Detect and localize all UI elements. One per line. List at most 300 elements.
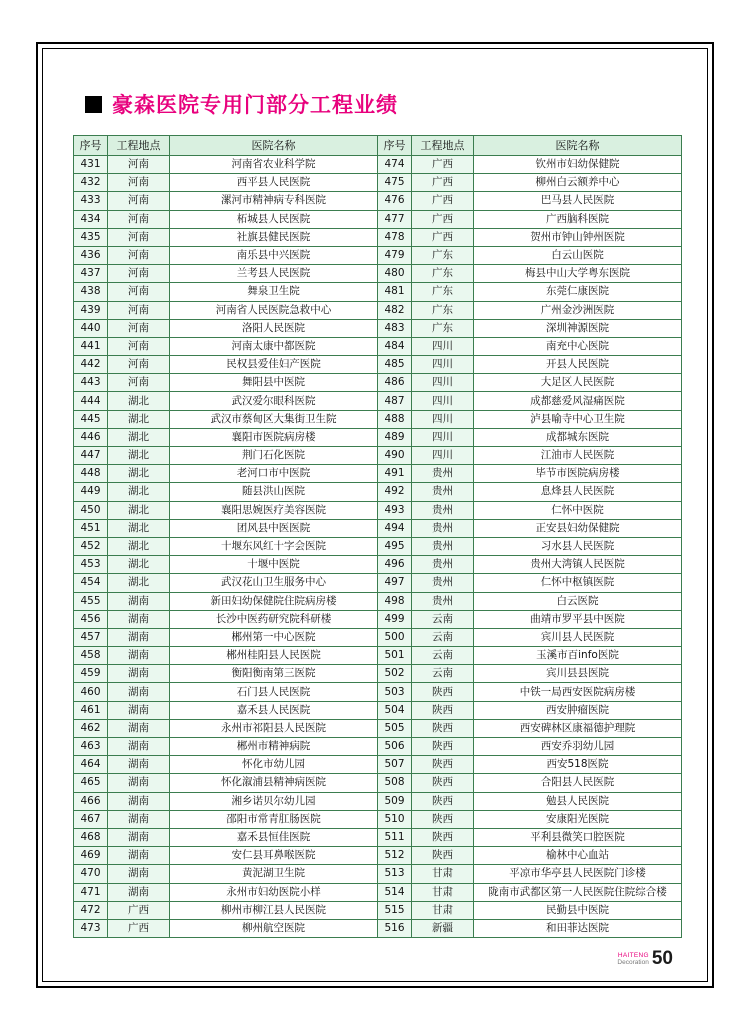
cell-hospital-right: 江油市人民医院	[474, 447, 682, 465]
cell-location-right: 云南	[412, 647, 474, 665]
cell-index-left: 444	[74, 392, 108, 410]
table-row	[74, 883, 682, 901]
cell-hospital-left: 河南太康中都医院	[170, 337, 378, 355]
table-row	[74, 556, 682, 574]
cell-location-left: 广西	[108, 919, 170, 937]
cell-location-right: 贵州	[412, 574, 474, 592]
cell-hospital-left: 随县洪山医院	[170, 483, 378, 501]
page-title-text: 豪森医院专用门部分工程业绩	[112, 93, 398, 117]
cell-index-left: 440	[74, 319, 108, 337]
cell-location-right: 陕西	[412, 810, 474, 828]
cell-hospital-right: 宾川县人民医院	[474, 628, 682, 646]
cell-index-right: 513	[378, 865, 412, 883]
cell-location-left: 湖南	[108, 883, 170, 901]
cell-location-left: 河南	[108, 174, 170, 192]
cell-location-left: 湖北	[108, 483, 170, 501]
cell-location-left: 湖北	[108, 428, 170, 446]
cell-location-left: 湖南	[108, 701, 170, 719]
cell-index-right: 515	[378, 901, 412, 919]
table-row	[74, 592, 682, 610]
cell-hospital-right: 贵州大湾镇人民医院	[474, 556, 682, 574]
cell-location-right: 云南	[412, 665, 474, 683]
cell-location-left: 湖北	[108, 501, 170, 519]
cell-location-right: 四川	[412, 392, 474, 410]
cell-hospital-right: 榆林中心血站	[474, 847, 682, 865]
cell-index-left: 460	[74, 683, 108, 701]
column-header-index-left: 序号	[74, 136, 108, 156]
cell-location-left: 湖北	[108, 556, 170, 574]
cell-index-right: 500	[378, 628, 412, 646]
cell-location-right: 四川	[412, 356, 474, 374]
cell-location-left: 湖北	[108, 392, 170, 410]
cell-index-left: 461	[74, 701, 108, 719]
cell-index-left: 443	[74, 374, 108, 392]
cell-location-left: 湖北	[108, 447, 170, 465]
table-row	[74, 792, 682, 810]
cell-index-left: 467	[74, 810, 108, 828]
cell-location-left: 湖南	[108, 683, 170, 701]
cell-location-left: 湖南	[108, 719, 170, 737]
table-row	[74, 901, 682, 919]
cell-location-left: 河南	[108, 319, 170, 337]
cell-location-left: 河南	[108, 246, 170, 264]
cell-location-left: 河南	[108, 228, 170, 246]
cell-hospital-left: 郴州第一中心医院	[170, 628, 378, 646]
cell-index-right: 503	[378, 683, 412, 701]
cell-index-right: 497	[378, 574, 412, 592]
cell-location-left: 湖北	[108, 574, 170, 592]
cell-location-left: 湖南	[108, 756, 170, 774]
cell-hospital-left: 湘乡诺贝尔幼儿园	[170, 792, 378, 810]
cell-index-left: 433	[74, 192, 108, 210]
cell-index-left: 435	[74, 228, 108, 246]
cell-hospital-right: 玉溪市百info医院	[474, 647, 682, 665]
cell-index-left: 462	[74, 719, 108, 737]
table-row	[74, 683, 682, 701]
cell-location-right: 贵州	[412, 592, 474, 610]
cell-hospital-right: 钦州市妇幼保健院	[474, 156, 682, 174]
cell-hospital-right: 平利县微笑口腔医院	[474, 828, 682, 846]
cell-location-right: 新疆	[412, 919, 474, 937]
cell-index-right: 484	[378, 337, 412, 355]
cell-index-right: 496	[378, 556, 412, 574]
cell-index-left: 453	[74, 556, 108, 574]
table-row	[74, 828, 682, 846]
cell-location-right: 贵州	[412, 483, 474, 501]
table-row	[74, 519, 682, 537]
cell-location-left: 河南	[108, 192, 170, 210]
cell-index-left: 445	[74, 410, 108, 428]
cell-hospital-right: 仁怀中医院	[474, 501, 682, 519]
table-row	[74, 919, 682, 937]
cell-hospital-right: 曲靖市罗平县中医院	[474, 610, 682, 628]
cell-hospital-right: 西安518医院	[474, 756, 682, 774]
cell-hospital-right: 习水县人民医院	[474, 537, 682, 555]
cell-index-left: 450	[74, 501, 108, 519]
cell-hospital-right: 西安碑林区康福德护理院	[474, 719, 682, 737]
cell-hospital-right: 陇南市武都区第一人民医院住院综合楼	[474, 883, 682, 901]
cell-hospital-right: 白云山医院	[474, 246, 682, 264]
table-row	[74, 865, 682, 883]
cell-hospital-left: 柳州市柳江县人民医院	[170, 901, 378, 919]
cell-hospital-right: 白云医院	[474, 592, 682, 610]
cell-location-right: 广东	[412, 265, 474, 283]
cell-hospital-right: 成都城东医院	[474, 428, 682, 446]
cell-location-right: 广东	[412, 319, 474, 337]
cell-location-right: 陕西	[412, 792, 474, 810]
cell-hospital-left: 武汉花山卫生服务中心	[170, 574, 378, 592]
table-row	[74, 483, 682, 501]
cell-index-right: 508	[378, 774, 412, 792]
table-row	[74, 356, 682, 374]
table-row	[74, 665, 682, 683]
cell-index-left: 446	[74, 428, 108, 446]
table-body	[74, 156, 682, 938]
cell-index-right: 501	[378, 647, 412, 665]
cell-hospital-right: 深圳神源医院	[474, 319, 682, 337]
cell-hospital-right: 贺州市钟山钟州医院	[474, 228, 682, 246]
cell-hospital-right: 民勤县中医院	[474, 901, 682, 919]
cell-location-left: 湖南	[108, 810, 170, 828]
cell-location-left: 湖南	[108, 792, 170, 810]
cell-hospital-right: 正安县妇幼保健院	[474, 519, 682, 537]
cell-index-right: 509	[378, 792, 412, 810]
cell-index-right: 476	[378, 192, 412, 210]
cell-hospital-left: 社旗县健民医院	[170, 228, 378, 246]
cell-location-left: 湖南	[108, 628, 170, 646]
cell-hospital-left: 柳州航空医院	[170, 919, 378, 937]
cell-index-right: 488	[378, 410, 412, 428]
cell-hospital-left: 郴州桂阳县人民医院	[170, 647, 378, 665]
page-footer	[617, 947, 673, 969]
footer-brand-line1: HAITENG	[617, 952, 649, 960]
cell-index-right: 486	[378, 374, 412, 392]
table-row	[74, 574, 682, 592]
cell-index-right: 505	[378, 719, 412, 737]
cell-location-right: 广西	[412, 210, 474, 228]
cell-index-left: 438	[74, 283, 108, 301]
table-row	[74, 774, 682, 792]
cell-hospital-left: 长沙中医药研究院科研楼	[170, 610, 378, 628]
cell-hospital-right: 西安肿瘤医院	[474, 701, 682, 719]
cell-location-right: 云南	[412, 628, 474, 646]
table-row	[74, 738, 682, 756]
cell-location-right: 广西	[412, 156, 474, 174]
cell-location-left: 湖南	[108, 592, 170, 610]
cell-location-left: 湖南	[108, 738, 170, 756]
cell-location-right: 陕西	[412, 701, 474, 719]
cell-location-right: 甘肃	[412, 901, 474, 919]
cell-location-right: 甘肃	[412, 865, 474, 883]
cell-index-left: 456	[74, 610, 108, 628]
cell-index-left: 434	[74, 210, 108, 228]
cell-index-left: 463	[74, 738, 108, 756]
cell-location-right: 贵州	[412, 537, 474, 555]
cell-index-right: 511	[378, 828, 412, 846]
cell-hospital-left: 舞泉卫生院	[170, 283, 378, 301]
cell-hospital-left: 团风县中医医院	[170, 519, 378, 537]
cell-location-left: 湖南	[108, 647, 170, 665]
cell-hospital-left: 兰考县人民医院	[170, 265, 378, 283]
table-row	[74, 810, 682, 828]
cell-hospital-right: 息烽县人民医院	[474, 483, 682, 501]
cell-hospital-left: 怀化市幼儿园	[170, 756, 378, 774]
column-header-hospital-right: 医院名称	[474, 136, 682, 156]
cell-index-left: 466	[74, 792, 108, 810]
cell-hospital-left: 郴州市精神病院	[170, 738, 378, 756]
cell-index-right: 516	[378, 919, 412, 937]
cell-index-right: 480	[378, 265, 412, 283]
cell-location-right: 贵州	[412, 519, 474, 537]
cell-index-left: 470	[74, 865, 108, 883]
table-row	[74, 719, 682, 737]
cell-location-right: 陕西	[412, 683, 474, 701]
cell-index-right: 502	[378, 665, 412, 683]
table-row	[74, 210, 682, 228]
cell-location-right: 贵州	[412, 465, 474, 483]
table-row	[74, 374, 682, 392]
cell-index-right: 477	[378, 210, 412, 228]
cell-index-left: 432	[74, 174, 108, 192]
table-row	[74, 283, 682, 301]
cell-location-left: 湖南	[108, 774, 170, 792]
cell-hospital-left: 怀化溆浦县精神病医院	[170, 774, 378, 792]
cell-location-right: 广西	[412, 192, 474, 210]
cell-location-left: 河南	[108, 356, 170, 374]
cell-hospital-right: 合阳县人民医院	[474, 774, 682, 792]
cell-index-right: 504	[378, 701, 412, 719]
cell-location-left: 湖北	[108, 410, 170, 428]
cell-hospital-left: 漯河市精神病专科医院	[170, 192, 378, 210]
cell-index-left: 447	[74, 447, 108, 465]
table-row	[74, 319, 682, 337]
cell-index-left: 441	[74, 337, 108, 355]
cell-location-right: 广西	[412, 174, 474, 192]
cell-index-left: 454	[74, 574, 108, 592]
cell-location-right: 陕西	[412, 756, 474, 774]
cell-hospital-left: 河南省农业科学院	[170, 156, 378, 174]
cell-hospital-right: 成都慈爱风湿痛医院	[474, 392, 682, 410]
page-number: 50	[651, 947, 673, 969]
cell-location-left: 湖南	[108, 665, 170, 683]
cell-hospital-left: 老河口市中医院	[170, 465, 378, 483]
table-row	[74, 192, 682, 210]
cell-hospital-right: 南充中心医院	[474, 337, 682, 355]
cell-location-left: 河南	[108, 210, 170, 228]
cell-hospital-right: 仁怀中枢镇医院	[474, 574, 682, 592]
cell-index-right: 491	[378, 465, 412, 483]
footer-brand-line2: Decoration	[617, 959, 649, 967]
cell-index-right: 481	[378, 283, 412, 301]
table-row	[74, 610, 682, 628]
cell-location-right: 甘肃	[412, 883, 474, 901]
cell-index-left: 451	[74, 519, 108, 537]
cell-index-left: 442	[74, 356, 108, 374]
table-row	[74, 265, 682, 283]
cell-index-left: 436	[74, 246, 108, 264]
column-header-hospital-left: 医院名称	[170, 136, 378, 156]
cell-index-left: 473	[74, 919, 108, 937]
cell-index-right: 489	[378, 428, 412, 446]
cell-index-right: 482	[378, 301, 412, 319]
cell-hospital-left: 民权县爱佳妇产医院	[170, 356, 378, 374]
cell-location-left: 广西	[108, 901, 170, 919]
cell-hospital-right: 东莞仁康医院	[474, 283, 682, 301]
performance-table	[73, 135, 682, 938]
cell-hospital-left: 南乐县中兴医院	[170, 246, 378, 264]
cell-hospital-left: 黄泥湖卫生院	[170, 865, 378, 883]
cell-index-left: 448	[74, 465, 108, 483]
cell-hospital-left: 武汉市蔡甸区大集街卫生院	[170, 410, 378, 428]
cell-location-right: 陕西	[412, 738, 474, 756]
cell-index-left: 449	[74, 483, 108, 501]
title-bullet-square	[85, 96, 102, 113]
cell-location-left: 湖南	[108, 610, 170, 628]
cell-hospital-left: 舞阳县中医院	[170, 374, 378, 392]
cell-hospital-right: 西安乔羽幼儿园	[474, 738, 682, 756]
cell-hospital-left: 洛阳人民医院	[170, 319, 378, 337]
cell-location-right: 广东	[412, 246, 474, 264]
cell-index-right: 492	[378, 483, 412, 501]
cell-index-left: 455	[74, 592, 108, 610]
cell-hospital-right: 巴马县人民医院	[474, 192, 682, 210]
cell-location-left: 湖南	[108, 865, 170, 883]
column-header-location-left: 工程地点	[108, 136, 170, 156]
cell-index-right: 485	[378, 356, 412, 374]
cell-location-right: 陕西	[412, 828, 474, 846]
cell-location-right: 四川	[412, 410, 474, 428]
cell-index-right: 494	[378, 519, 412, 537]
cell-index-left: 459	[74, 665, 108, 683]
cell-location-right: 四川	[412, 447, 474, 465]
cell-index-left: 458	[74, 647, 108, 665]
cell-hospital-right: 毕节市医院病房楼	[474, 465, 682, 483]
cell-location-right: 广西	[412, 228, 474, 246]
table-header-row	[74, 136, 682, 156]
cell-index-left: 468	[74, 828, 108, 846]
cell-location-left: 湖北	[108, 537, 170, 555]
cell-hospital-left: 武汉爱尔眼科医院	[170, 392, 378, 410]
page-title	[85, 89, 677, 119]
table-row	[74, 428, 682, 446]
cell-index-left: 457	[74, 628, 108, 646]
cell-hospital-left: 襄阳市医院病房楼	[170, 428, 378, 446]
cell-location-left: 湖南	[108, 828, 170, 846]
cell-location-left: 河南	[108, 301, 170, 319]
cell-index-right: 512	[378, 847, 412, 865]
cell-location-left: 湖北	[108, 519, 170, 537]
cell-index-right: 483	[378, 319, 412, 337]
cell-index-left: 439	[74, 301, 108, 319]
table-row	[74, 392, 682, 410]
cell-location-right: 云南	[412, 610, 474, 628]
table-row	[74, 701, 682, 719]
table-row	[74, 501, 682, 519]
table-row	[74, 174, 682, 192]
cell-location-left: 河南	[108, 374, 170, 392]
cell-index-left: 465	[74, 774, 108, 792]
table-row	[74, 156, 682, 174]
cell-index-left: 471	[74, 883, 108, 901]
cell-index-right: 493	[378, 501, 412, 519]
cell-hospital-left: 嘉禾县恒佳医院	[170, 828, 378, 846]
cell-index-right: 490	[378, 447, 412, 465]
cell-hospital-left: 永州市妇幼医院小样	[170, 883, 378, 901]
cell-hospital-right: 梅县中山大学粤东医院	[474, 265, 682, 283]
cell-location-right: 贵州	[412, 501, 474, 519]
table-row	[74, 628, 682, 646]
table-row	[74, 410, 682, 428]
cell-hospital-left: 柘城县人民医院	[170, 210, 378, 228]
cell-hospital-left: 衡阳衡南第三医院	[170, 665, 378, 683]
cell-index-right: 510	[378, 810, 412, 828]
table-row	[74, 537, 682, 555]
cell-hospital-right: 平凉市华亭县人民医院门诊楼	[474, 865, 682, 883]
cell-index-left: 469	[74, 847, 108, 865]
page-content	[43, 49, 707, 981]
cell-location-right: 四川	[412, 428, 474, 446]
cell-hospital-left: 十堰中医院	[170, 556, 378, 574]
cell-hospital-left: 荆门石化医院	[170, 447, 378, 465]
cell-hospital-right: 开县人民医院	[474, 356, 682, 374]
cell-hospital-left: 十堰东风红十字会医院	[170, 537, 378, 555]
cell-index-right: 514	[378, 883, 412, 901]
cell-index-right: 474	[378, 156, 412, 174]
cell-location-right: 广东	[412, 301, 474, 319]
table-row	[74, 337, 682, 355]
table-row	[74, 756, 682, 774]
cell-hospital-right: 安康阳光医院	[474, 810, 682, 828]
cell-index-left: 437	[74, 265, 108, 283]
cell-location-left: 河南	[108, 283, 170, 301]
cell-location-left: 河南	[108, 156, 170, 174]
cell-location-left: 河南	[108, 337, 170, 355]
cell-location-right: 陕西	[412, 719, 474, 737]
cell-location-right: 广东	[412, 283, 474, 301]
cell-hospital-left: 永州市祁阳县人民医院	[170, 719, 378, 737]
cell-index-left: 472	[74, 901, 108, 919]
table-row	[74, 228, 682, 246]
cell-hospital-right: 广西脑科医院	[474, 210, 682, 228]
cell-index-right: 507	[378, 756, 412, 774]
cell-location-left: 湖南	[108, 847, 170, 865]
cell-hospital-right: 柳州白云额养中心	[474, 174, 682, 192]
cell-index-right: 479	[378, 246, 412, 264]
cell-hospital-right: 和田菲达医院	[474, 919, 682, 937]
cell-hospital-right: 勉县人民医院	[474, 792, 682, 810]
cell-hospital-left: 河南省人民医院急救中心	[170, 301, 378, 319]
column-header-index-right: 序号	[378, 136, 412, 156]
cell-index-left: 431	[74, 156, 108, 174]
table-row	[74, 447, 682, 465]
cell-index-right: 478	[378, 228, 412, 246]
table-row	[74, 246, 682, 264]
cell-hospital-right: 大足区人民医院	[474, 374, 682, 392]
cell-index-right: 499	[378, 610, 412, 628]
table-row	[74, 647, 682, 665]
cell-location-left: 湖北	[108, 465, 170, 483]
cell-index-left: 464	[74, 756, 108, 774]
footer-brand	[617, 953, 648, 967]
cell-hospital-right: 宾川县县医院	[474, 665, 682, 683]
cell-location-right: 陕西	[412, 847, 474, 865]
cell-index-right: 495	[378, 537, 412, 555]
cell-hospital-right: 广州金沙洲医院	[474, 301, 682, 319]
cell-hospital-left: 西平县人民医院	[170, 174, 378, 192]
cell-hospital-left: 邵阳市常青肛肠医院	[170, 810, 378, 828]
cell-index-right: 475	[378, 174, 412, 192]
cell-location-right: 四川	[412, 374, 474, 392]
